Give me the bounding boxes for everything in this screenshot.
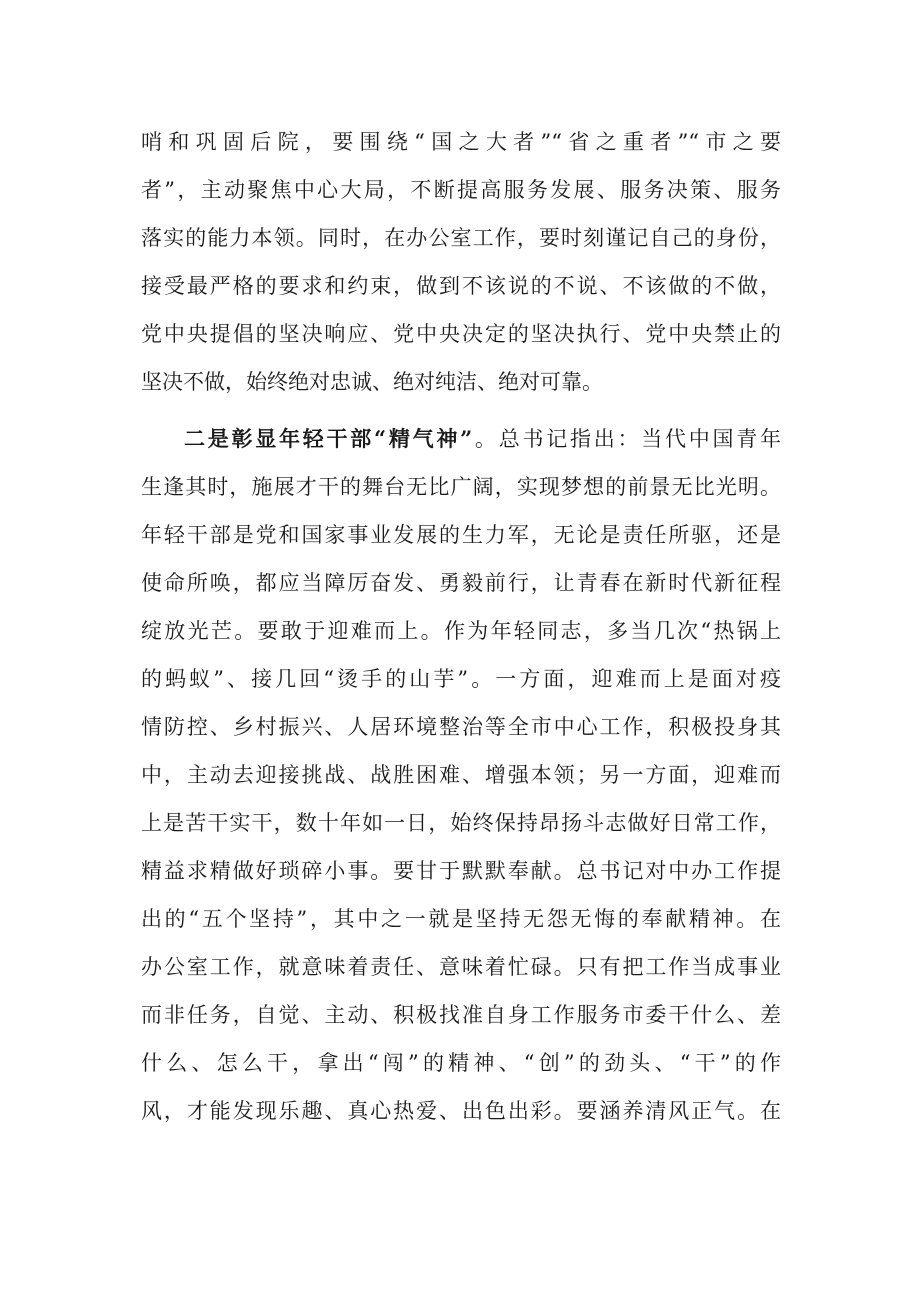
paragraph-line: 使命所唤，都应当障厉奋发、勇毅前行，让青春在新时代新征程 xyxy=(141,571,781,595)
paragraph-line: 中，主动去迎接挑战、战胜困难、增强本领；另一方面，迎难而 xyxy=(141,763,781,787)
paragraph-line: 风，才能发现乐趣、真心热爱、出色出彩。要涵养清风正气。在 xyxy=(141,1099,781,1123)
heading-continuation: 。总书记指出：当代中国青年 xyxy=(472,427,781,451)
paragraph-line: 哨和巩固后院，要围绕“国之大者”“省之重者”“市之要 xyxy=(141,130,781,154)
paragraph-line: 的蚂蚁”、接几回“烫手的山芋”。一方面，迎难而上是面对疫 xyxy=(141,667,781,691)
paragraph-line: 接受最严格的要求和约束，做到不该说的不说、不该做的不做， xyxy=(141,274,781,298)
paragraph-line: 情防控、乡村振兴、人居环境整治等全市中心工作，积极投身其 xyxy=(141,715,781,739)
paragraph-line: 生逢其时，施展才干的舞台无比广阔，实现梦想的前景无比光明。 xyxy=(141,475,781,499)
section-heading: 二是彰显年轻干部“精气神” xyxy=(184,426,473,451)
paragraph-line: 者”，主动聚焦中心大局，不断提高服务发展、服务决策、服务 xyxy=(141,178,781,202)
paragraph-line: 出的“五个坚持”，其中之一就是坚持无怨无悔的奉献精神。在 xyxy=(141,907,781,931)
paragraph-line: 年轻干部是党和国家事业发展的生力军，无论是责任所驱，还是 xyxy=(141,523,781,547)
paragraph-line: 绽放光芒。要敢于迎难而上。作为年轻同志，多当几次“热锅上 xyxy=(141,619,781,643)
paragraph-line: 落实的能力本领。同时，在办公室工作，要时刻谨记自己的身份， xyxy=(141,226,781,250)
paragraph-line: 上是苦干实干，数十年如一日，始终保持昂扬斗志做好日常工作， xyxy=(141,811,781,835)
paragraph-line: 党中央提倡的坚决响应、党中央决定的坚决执行、党中央禁止的 xyxy=(141,322,781,346)
paragraph-line: 而非任务，自觉、主动、积极找准自身工作服务市委干什么、差 xyxy=(141,1003,781,1027)
paragraph-line: 坚决不做，始终绝对忠诚、绝对纯洁、绝对可靠。 xyxy=(141,370,603,394)
paragraph-line: 什么、怎么干，拿出“闯”的精神、“创”的劲头、“干”的作 xyxy=(141,1051,781,1075)
paragraph-line: 精益求精做好琐碎小事。要甘于默默奉献。总书记对中办工作提 xyxy=(141,859,781,883)
paragraph-first-line xyxy=(184,415,781,463)
paragraph-line: 办公室工作，就意味着责任、意味着忙碌。只有把工作当成事业 xyxy=(141,955,781,979)
